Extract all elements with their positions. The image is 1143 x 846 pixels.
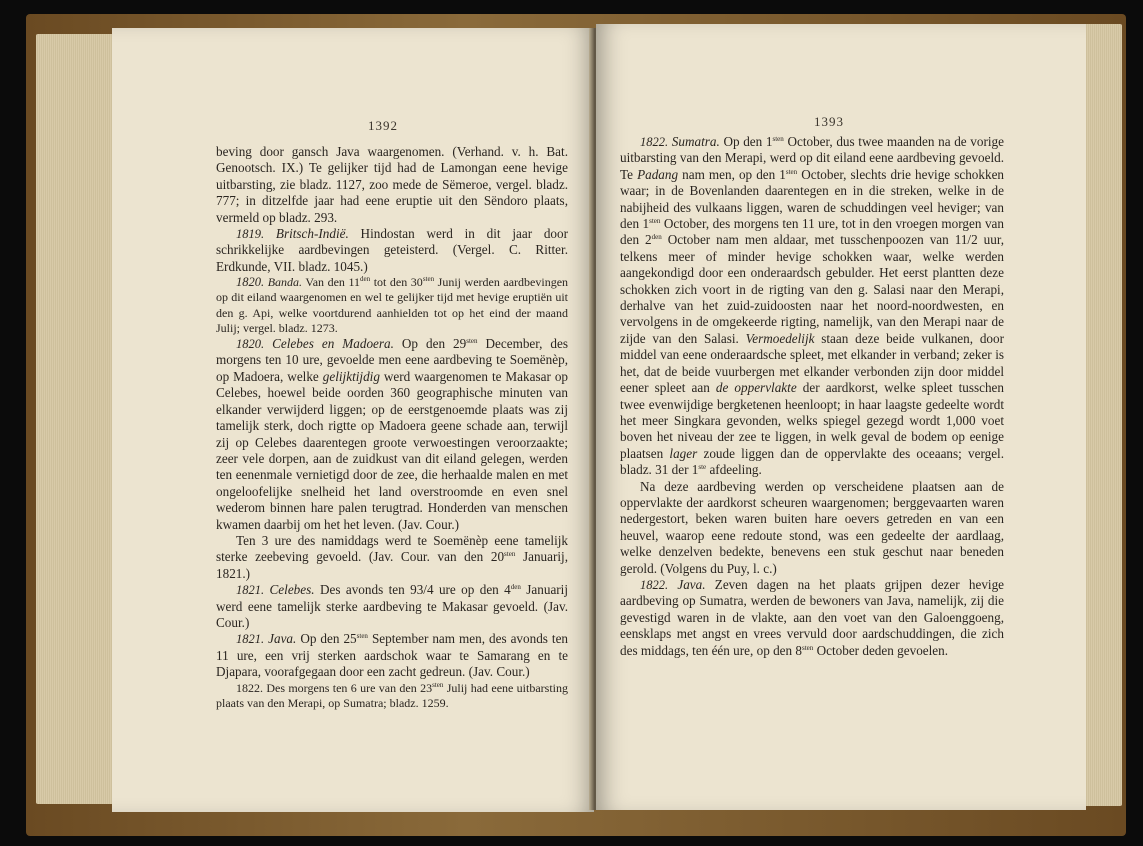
emphasis: Vermoedelijk <box>745 330 815 346</box>
entry-text: October, slechts drie hevige schokken waar; in de Bovenlanden daarentegen en in die streken, welke in de nabijheid des vulkaans liggen, waren de schuddingen veel heviger; van den 1 <box>620 166 1005 232</box>
entry-place: Sumatra. <box>671 134 720 149</box>
emphasis: gelijktijdig <box>322 368 380 384</box>
superscript: sten <box>772 135 784 143</box>
paragraph: beving door gansch Java waargenomen. (Verhand. v. h. Bat. Genootsch. IX.) Te gelijker tijd had de Lamongan eene hevige uitbarsting, zie bladz. 1127, zoo mede de Sëmeroe, vergel. bladz. 777; in ditzelfde jaar had eene eruptie uit den Sëndoro plaats, vermeld op bladz. 293. <box>216 144 568 225</box>
fraction: 1/2 <box>960 232 978 248</box>
entry-text: afdeeling. <box>709 462 762 478</box>
entry-place: Celebes en Madoera. <box>272 336 394 352</box>
left-page <box>112 28 594 812</box>
emphasis: Padang <box>637 166 679 182</box>
entry-year: 1820. <box>236 337 265 352</box>
entry-place: Banda. <box>267 275 303 290</box>
entry-place: Britsch-Indië. <box>275 226 349 242</box>
entry-text: October, dus twee maanden na de vorige uitbarsting van den Merapi, werd op dit eiland eene aardbeving gevoeld. Te <box>620 134 1004 182</box>
entry-text: nam men, op den 1 <box>682 166 786 182</box>
emphasis: lager <box>669 445 698 461</box>
entry-text: October, des morgens ten 11 ure, tot in den vroegen morgen van den 2 <box>620 216 1004 248</box>
page-number: 1393 <box>814 114 844 129</box>
right-page <box>596 24 1086 810</box>
right-page-text <box>620 134 1004 659</box>
entry-text: Julij had eene uitbarsting plaats van den Merapi, op Sumatra; bladz. 1259. <box>216 680 569 710</box>
entry-text: Op den 29 <box>401 336 467 352</box>
entry-text: werd waargenomen te Makasar op Celebes, hoewel beide oorden 360 geographische minuten van elkander verwijderd liggen; op de eerstgenoemde plaats was zij tamelijk sterk, doch rigtte op Madoera geene schade aan, terwijl zij op Celebes daarentegen groote verwoestingen veroorzaakte; zeer vele dorpen, aan de zuidkust van dit eiland gelegen, werden ten eenenmale vernietigd door de zee, die herhaalde malen en met ongeloofelijke snelheid het land overstroomde en even snel wederom binnen hare palen terugtrad. Honderden van menschen kwamen daarbij om het het leven. (Jav. Cour.) <box>216 368 569 532</box>
superscript: den <box>510 583 521 592</box>
entry-text: Junij werden aardbevingen op dit eiland waargenomen en wel te gelijker tijd met hevige eruptiën uit den g. Api, welke voortdurend aanhielden tot op het eind der maand Julij; vergel. bladz. 1273. <box>216 275 569 335</box>
paragraph <box>216 631 568 680</box>
entry-text: Des avonds ten 9 <box>319 582 417 598</box>
paragraph <box>216 681 568 711</box>
left-page-text <box>216 144 568 711</box>
paragraph <box>216 275 568 336</box>
entry-text: Januarij, 1821.) <box>216 549 569 581</box>
entry-text: December, des morgens ten 10 ure, gevoelde men eene aardbeving te Soemënèp, op Madoera, welke <box>216 336 568 384</box>
entry-year: 1820. <box>236 275 265 290</box>
entry-text: September nam men, des avonds ten 11 ure, een vrij sterken aardschok waar te Samarang en te Djapara, voorafgegaan door een zacht gedreun. (Jav. Cour.) <box>216 631 569 680</box>
superscript: sten <box>466 337 478 346</box>
entry-text: zoude liggen dan de oppervlakte des oceaans; vergel. bladz. 31 der 1 <box>620 445 1005 478</box>
entry-text: ure op den 4 <box>438 582 511 598</box>
paragraph: Na deze aardbeving werden op verscheidene plaatsen aan de oppervlakte der aardkorst scheuren waargenomen; berggevaarten waren nedergestort, beken waren buiten hare oevers getreden en van een heuvel, waarop eene redoute stond, was een gedeelte der aardlaag, welke denzelven bedekte, benevens een stuk geschut naar beneden gerold. (Volgens du Puy, l. c.) <box>620 478 1004 576</box>
entry-place: Java. <box>268 631 297 647</box>
entry-text: staan deze beide vulkanen, door middel van eene onderaardsche spleet, met elkander in verband; zeker is het, dat de beide vuurbergen met elkander verbonden zijn door middel eener spleet aan <box>620 330 1005 396</box>
superscript: sten <box>356 632 368 641</box>
entry-text: Ten 3 ure des namiddags werd te Soemënèp eene tamelijk sterke zeebeving gevoeld. (Jav. Cour. van den 20 <box>216 532 568 565</box>
paragraph <box>216 533 568 582</box>
entry-text: tot den 30 <box>373 275 423 290</box>
entry-year: 1819. <box>236 227 265 242</box>
superscript: den <box>651 233 662 242</box>
entry-text: Januarij werd eene tamelijk sterke aardbeving te Makasar gevoeld. (Jav. Cour.) <box>216 582 569 630</box>
entry-text: Hindostan werd in dit jaar door schrikkelijke aardbevingen geteisterd. (Vergel. C. Ritter. Erdkunde, VII. bladz. 1045.) <box>216 226 569 274</box>
paragraph <box>216 336 568 533</box>
entry-text: Van den 11 <box>305 275 361 290</box>
entry-text: October deden gevoelen. <box>816 642 949 658</box>
page-edges-left <box>36 34 116 804</box>
entry-place: Java. <box>677 576 706 592</box>
superscript: sten <box>785 167 798 176</box>
entry-text: 1822. Des morgens ten 6 ure van den 23 <box>236 680 433 695</box>
entry-year: 1822. <box>640 577 669 592</box>
entry-text: Op den 25 <box>300 631 357 647</box>
entry-place: Celebes. <box>269 582 315 598</box>
entry-text: der aardkorst, welke spleet tusschen twee evenwijdige bergketenen heenloopt; in haar laagste gedeelte wordt het meer Singkara gevonden, welks spiegel gezegd wordt 1,000 voet boven het niveau der zee te liggen, in welk geval de bodem op eenige plaatsen <box>620 380 1005 461</box>
paragraph <box>620 134 1004 479</box>
superscript: sten <box>802 643 814 652</box>
superscript: sten <box>649 217 661 226</box>
superscript: den <box>360 275 371 284</box>
entry-year: 1821. <box>236 583 265 598</box>
page-number: 1392 <box>368 118 398 133</box>
entry-text: uur, telkens meer of minder hevige schokken waar, welke werden aangekondigd door een onderaardsch gebulder. Het eerst plantten deze schokken zich voort in de rigting van den g. Salasi naar den Merapi, derhalve van het zuid-zuidoosten naar het noord-noordwesten, en vervolgens in de omgekeerde rigting, namelijk, van den Merapi naar de zijde van den Salasi. <box>620 232 1005 346</box>
superscript: sten <box>504 550 516 559</box>
entry-text: Zeven dagen na het plaats grijpen dezer hevige aardbeving op Sumatra, werden de bewoners van Java, namelijk, zij die gevestigd waren in de vlakte, aan den voet van den Galoenggoeng, eensklaps met angst en vrees vervuld door aardschuddingen, die zich des middags, ten één ure, op den 8 <box>620 576 1005 658</box>
entry-year: 1821. <box>236 632 265 647</box>
superscript: sten <box>422 275 435 284</box>
paragraph <box>216 226 568 275</box>
superscript: ste <box>698 463 707 472</box>
paragraph <box>620 577 1004 659</box>
paragraph <box>216 582 568 631</box>
entry-year: 1822. <box>640 135 669 149</box>
superscript: sten <box>432 680 444 689</box>
fraction: 3/4 <box>416 582 434 598</box>
entry-text: October nam men aldaar, met tusschenpoozen van 1 <box>667 232 961 248</box>
emphasis: de oppervlakte <box>715 380 797 396</box>
entry-text: Op den 1 <box>723 134 773 149</box>
